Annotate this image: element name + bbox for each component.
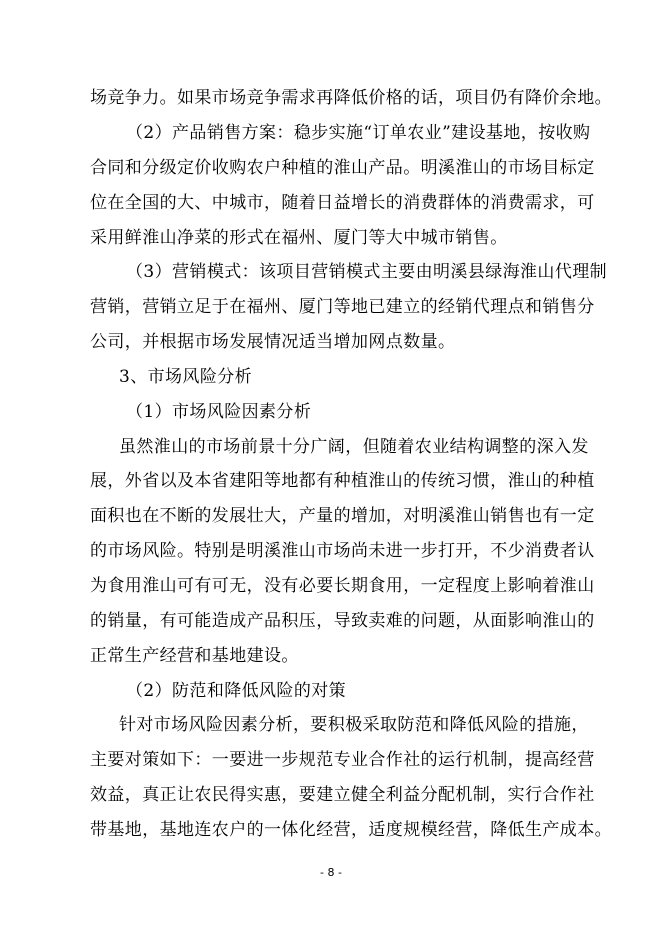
paragraph-line: 正常生产经营和基地建设。: [90, 646, 299, 666]
paragraph-line: 展，外省以及本省建阳等地都有种植淮山的传统习惯，淮山的种植: [90, 471, 595, 491]
section-heading-marketing-mode: （3）营销模式：该项目营销模式主要由明溪县绿海淮山代理制: [126, 262, 608, 282]
paragraph-line: 场竞争力。如果市场竞争需求再降低价格的话，项目仍有降价余地。: [90, 88, 612, 108]
paragraph-line: 带基地，基地连农户的一体化经营，适度规模经营，降低生产成本。: [90, 820, 612, 840]
section-heading-product-sales: （2）产品销售方案：稳步实施“订单农业”建设基地，按收购: [126, 123, 591, 143]
paragraph-line: 为食用淮山可有可无，没有必要长期食用，一定程度上影响着淮山: [90, 576, 595, 596]
page-number: - 8 -: [320, 866, 342, 879]
paragraph-line: 针对市场风险因素分析，要积极采取防范和降低风险的措施，: [119, 715, 589, 735]
paragraph-line: 合同和分级定价收购农户种植的淮山产品。明溪淮山的市场目标定: [90, 158, 595, 178]
paragraph-line: 采用鲜淮山净菜的形式在福州、厦门等大中城市销售。: [90, 228, 508, 248]
paragraph-line: 面积也在不断的发展壮大，产量的增加，对明溪淮山销售也有一定: [90, 506, 595, 526]
section-heading-market-risk: 3、市场风险分析: [119, 367, 253, 387]
paragraph-line: 虽然淮山的市场前景十分广阔，但随着农业结构调整的深入发: [119, 437, 589, 457]
paragraph-line: 公司，并根据市场发展情况适当增加网点数量。: [90, 332, 456, 352]
paragraph-line: 主要对策如下：一要进一步规范专业合作社的运行机制，提高经营: [90, 750, 595, 770]
subsection-heading-risk-factors: （1）市场风险因素分析: [126, 402, 312, 422]
paragraph-line: 位在全国的大、中城市，随着日益增长的消费群体的消费需求，可: [90, 193, 595, 213]
paragraph-line: 营销，营销立足于在福州、厦门等地已建立的经销代理点和销售分: [90, 297, 595, 317]
paragraph-line: 的销量，有可能造成产品积压，导致卖难的问题，从面影响淮山的: [90, 611, 595, 631]
paragraph-line: 的市场风险。特别是明溪淮山市场尚未进一步打开，不少消费者认: [90, 541, 595, 561]
paragraph-line: 效益，真正让农民得实惠，要建立健全利益分配机制，实行合作社: [90, 785, 595, 805]
subsection-heading-countermeasures: （2）防范和降低风险的对策: [126, 681, 347, 701]
